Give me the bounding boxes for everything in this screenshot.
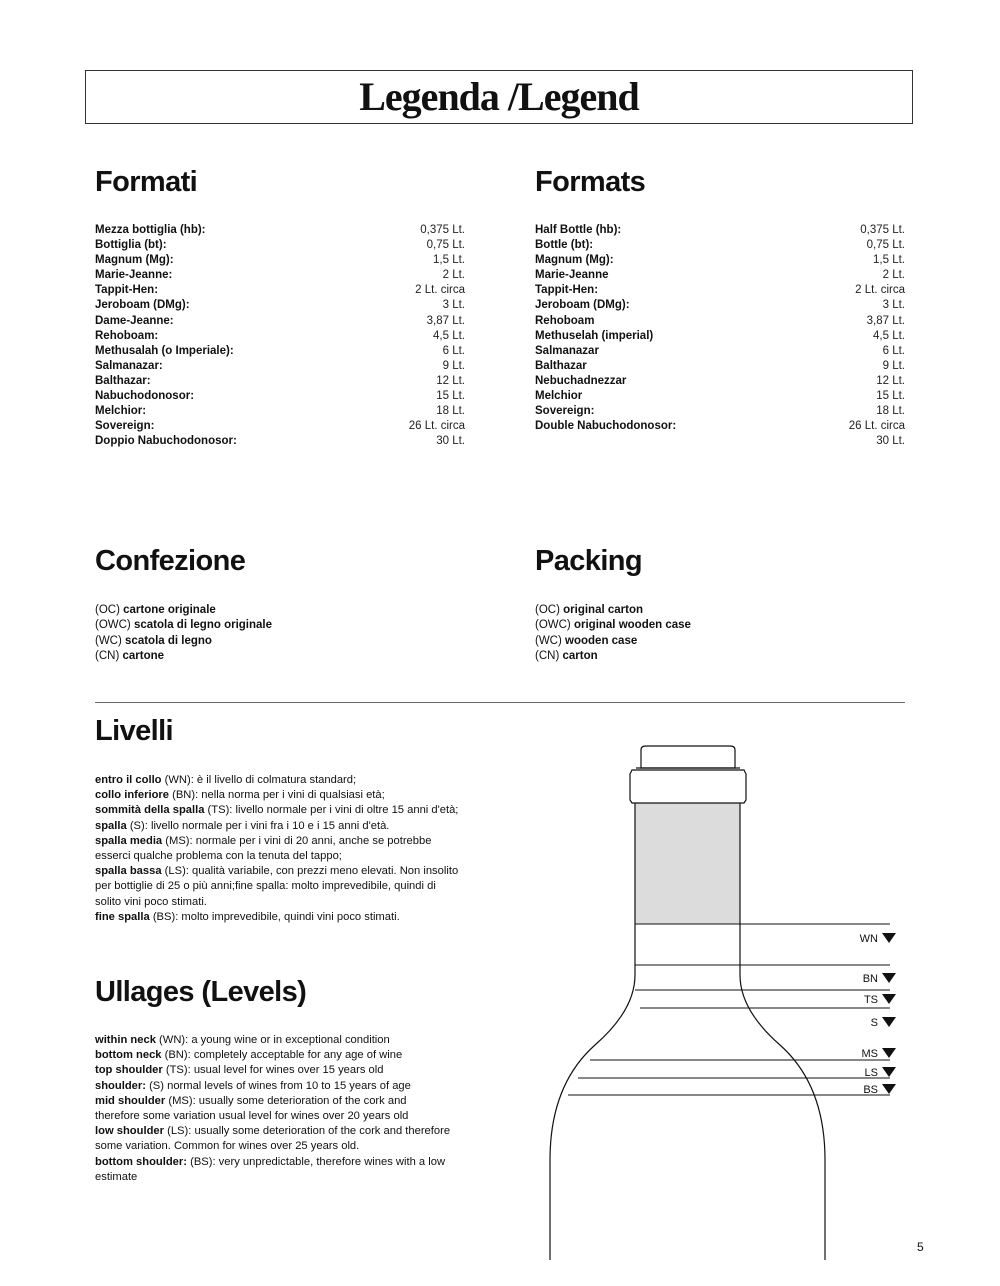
formati-format-volume: 2 Lt. <box>442 269 465 282</box>
livelli-line <box>95 788 475 803</box>
packing-code: (OC) <box>535 604 560 616</box>
formati-row <box>95 253 465 268</box>
formats-row <box>535 404 905 419</box>
formats-row <box>535 344 905 359</box>
formati-row <box>95 298 465 313</box>
confezione-description: cartone originale <box>123 604 216 616</box>
formats-row <box>535 419 905 434</box>
level-marker-ts-icon <box>882 994 896 1004</box>
formati-row <box>95 268 465 283</box>
formats-row <box>535 253 905 268</box>
livelli-definition: (BN): nella norma per i vini di qualsiasi età; <box>168 789 385 802</box>
ullages-definition: (WN): a young wine or in exceptional condition <box>155 1034 390 1046</box>
formats-row <box>535 359 905 374</box>
formats-format-volume: 0,75 Lt. <box>866 239 905 252</box>
ullages-definition: (S) normal levels of wines from 10 to 15 years of age <box>145 1079 411 1092</box>
formati-format-volume: 30 Lt. <box>436 435 465 448</box>
livelli-heading: Livelli <box>95 715 173 747</box>
formati-format-volume: 2 Lt. circa <box>415 284 465 297</box>
livelli-line <box>95 834 475 849</box>
formati-row <box>95 344 465 359</box>
formats-row <box>535 238 905 253</box>
confezione-item <box>95 603 272 618</box>
confezione-item <box>95 618 272 633</box>
livelli-term: entro il collo <box>95 774 162 786</box>
level-label-bs: BS <box>863 1084 878 1096</box>
livelli-term: spalla bassa <box>95 865 162 878</box>
packing-description: wooden case <box>565 634 638 647</box>
formats-format-name: Melchior <box>535 390 583 403</box>
formats-format-volume: 3,87 Lt. <box>866 314 905 327</box>
formati-format-name: Nabuchodonosor: <box>95 390 195 403</box>
livelli-line <box>95 864 475 879</box>
formats-format-volume: 2 Lt. circa <box>855 284 905 297</box>
formati-format-name: Rehoboam: <box>95 329 159 342</box>
confezione-description: cartone <box>122 649 165 662</box>
formati-format-volume: 6 Lt. <box>442 344 465 357</box>
formati-row <box>95 329 465 344</box>
livelli-line <box>95 803 475 818</box>
formats-format-volume: 15 Lt. <box>876 390 905 403</box>
wine-bottle-level-diagram <box>540 740 910 1260</box>
level-marker-bs-icon <box>882 1084 896 1094</box>
formati-format-name: Balthazar: <box>95 374 151 387</box>
livelli-definition: (MS): normale per i vini di 20 anni, anche se potrebbe <box>162 834 432 847</box>
ullages-term: bottom neck <box>95 1049 162 1062</box>
livelli-line <box>95 910 475 925</box>
livelli-definition: (S): livello normale per i vini fra i 10 e i 15 anni d'età. <box>126 819 390 832</box>
livelli-definition: (WN): è il livello di colmatura standard; <box>161 774 357 786</box>
formati-row <box>95 404 465 419</box>
formats-format-volume: 30 Lt. <box>876 435 905 448</box>
formats-row <box>535 314 905 329</box>
ullages-line <box>95 1109 475 1124</box>
livelli-term: collo inferiore <box>95 789 169 802</box>
formats-format-volume: 2 Lt. <box>882 269 905 282</box>
formati-format-volume: 12 Lt. <box>436 374 465 387</box>
page-title: Legenda /Legend <box>359 74 639 119</box>
level-marker-s-icon <box>882 1017 896 1027</box>
livelli-line <box>95 895 475 910</box>
formati-row <box>95 359 465 374</box>
level-lines <box>568 924 896 1096</box>
formati-row <box>95 283 465 298</box>
level-label-bn: BN <box>862 973 878 985</box>
formats-row <box>535 389 905 404</box>
ullages-term: shoulder: <box>95 1079 146 1092</box>
formati-format-name: Methusalah (o Imperiale): <box>95 344 234 357</box>
livelli-line <box>95 849 475 864</box>
bottle-lip <box>630 770 746 803</box>
ullages-line <box>95 1079 475 1094</box>
packing-item <box>535 649 691 664</box>
formats-format-name: Sovereign: <box>535 405 595 418</box>
formats-format-volume: 0,375 Lt. <box>860 224 905 236</box>
level-marker-ls-icon <box>882 1067 896 1077</box>
formati-row <box>95 434 465 449</box>
ullages-definition: (LS): usually some deterioration of the cork and therefore <box>164 1125 451 1138</box>
ullages-heading: Ullages (Levels) <box>95 976 307 1008</box>
page-number: 5 <box>917 1240 924 1254</box>
formats-format-volume: 1,5 Lt. <box>873 254 905 267</box>
formati-row <box>95 419 465 434</box>
livelli-definition: solito vini poco stimati. <box>95 895 207 908</box>
formats-format-name: Jeroboam (DMg): <box>535 299 630 312</box>
bottle-fill-area <box>635 803 740 924</box>
formats-format-name: Rehoboam <box>535 314 595 327</box>
formats-format-name: Balthazar <box>535 359 587 372</box>
formats-row <box>535 298 905 313</box>
livelli-line <box>95 819 475 834</box>
ullages-definition: (BN): completely acceptable for any age of wine <box>161 1049 403 1062</box>
confezione-description: scatola di legno originale <box>133 619 272 632</box>
confezione-item <box>95 649 272 664</box>
livelli-definition: (BS): molto imprevedibile, quindi vini poco stimati. <box>149 910 400 923</box>
formati-format-name: Tappit-Hen: <box>95 284 159 297</box>
formats-row <box>535 329 905 344</box>
livelli-term: spalla media <box>95 834 163 847</box>
confezione-description: scatola di legno <box>125 634 212 647</box>
formats-format-name: Half Bottle (hb): <box>535 224 622 236</box>
formati-format-name: Bottiglia (bt): <box>95 239 167 252</box>
livelli-term: spalla <box>95 819 127 832</box>
ullages-definition: some variation. Common for wines over 25 years old. <box>95 1140 360 1153</box>
ullages-definition: (TS): usual level for wines over 15 years old <box>162 1064 384 1077</box>
level-marker-ms-icon <box>882 1048 896 1058</box>
packing-code: (OWC) <box>535 619 571 632</box>
formats-row <box>535 283 905 298</box>
formati-format-name: Marie-Jeanne: <box>95 269 173 282</box>
formati-format-volume: 3,87 Lt. <box>426 314 465 327</box>
formats-format-name: Methuselah (imperial) <box>535 329 654 342</box>
formati-row <box>95 223 465 238</box>
confezione-code: (OC) <box>95 604 120 616</box>
ullages-line <box>95 1033 475 1048</box>
confezione-item <box>95 634 272 649</box>
packing-code: (CN) <box>535 649 560 662</box>
ullages-term: bottom shoulder: <box>95 1155 187 1168</box>
formats-format-name: Nebuchadnezzar <box>535 374 627 387</box>
formati-format-volume: 4,5 Lt. <box>433 329 465 342</box>
livelli-line <box>95 879 475 894</box>
confezione-code: (WC) <box>95 634 122 647</box>
formats-format-volume: 4,5 Lt. <box>873 329 905 342</box>
ullages-list <box>95 1033 475 1185</box>
ullages-line <box>95 1170 475 1185</box>
section-divider <box>95 702 905 703</box>
formats-format-volume: 26 Lt. circa <box>848 420 905 433</box>
formats-format-name: Double Nabuchodonosor: <box>535 420 677 433</box>
livelli-term: fine spalla <box>95 910 150 923</box>
formati-format-name: Mezza bottiglia (hb): <box>95 224 206 236</box>
formati-heading: Formati <box>95 166 198 198</box>
formati-format-name: Jeroboam (DMg): <box>95 299 190 312</box>
packing-code: (WC) <box>535 634 562 647</box>
formats-list <box>535 223 905 449</box>
formati-format-name: Sovereign: <box>95 420 155 433</box>
formats-heading: Formats <box>535 166 646 198</box>
formats-format-volume: 18 Lt. <box>876 405 905 418</box>
bottle-left-outline <box>550 803 635 1260</box>
formati-row <box>95 389 465 404</box>
confezione-list <box>95 603 272 664</box>
formati-format-volume: 15 Lt. <box>436 390 465 403</box>
livelli-list <box>95 773 475 925</box>
formati-format-name: Dame-Jeanne: <box>95 314 174 327</box>
ullages-term: mid shoulder <box>95 1094 166 1107</box>
ullages-definition: therefore some variation usual level for wines over 20 years old <box>95 1110 409 1123</box>
ullages-definition: estimate <box>95 1170 138 1183</box>
formats-format-volume: 6 Lt. <box>882 344 905 357</box>
ullages-line <box>95 1094 475 1109</box>
level-label-wn: WN <box>859 933 878 945</box>
level-marker-wn-icon <box>882 933 896 943</box>
legend-title-box <box>85 70 913 124</box>
ullages-term: low shoulder <box>95 1125 164 1138</box>
ullages-term: top shoulder <box>95 1064 163 1077</box>
formati-format-volume: 0,75 Lt. <box>426 239 465 252</box>
formati-row <box>95 238 465 253</box>
bottle-cap <box>641 746 735 768</box>
formats-format-name: Bottle (bt): <box>535 239 594 252</box>
packing-heading: Packing <box>535 545 643 577</box>
formati-row <box>95 374 465 389</box>
livelli-definition: esserci qualche problema con la tenuta del tappo; <box>95 850 342 863</box>
formats-format-name: Magnum (Mg): <box>535 254 614 267</box>
formats-format-volume: 3 Lt. <box>882 299 905 312</box>
packing-description: original wooden case <box>573 619 691 632</box>
formati-format-name: Melchior: <box>95 405 147 418</box>
confezione-code: (CN) <box>95 649 120 662</box>
level-label-ms: MS <box>861 1048 878 1060</box>
formati-list <box>95 223 465 449</box>
ullages-line <box>95 1139 475 1154</box>
livelli-definition: (TS): livello normale per i vini di oltre 15 anni d'età; <box>204 804 459 817</box>
formati-format-volume: 3 Lt. <box>442 299 465 312</box>
formati-format-volume: 0,375 Lt. <box>420 224 465 236</box>
livelli-term: sommità della spalla <box>95 804 205 817</box>
formats-row <box>535 434 905 449</box>
formati-format-name: Salmanazar: <box>95 359 163 372</box>
formati-format-volume: 26 Lt. circa <box>408 420 465 433</box>
level-label-ls: LS <box>864 1067 878 1079</box>
ullages-definition: (BS): very unpredictable, therefore wines with a low <box>186 1155 446 1168</box>
level-marker-bn-icon <box>882 973 896 983</box>
formats-format-name: Tappit-Hen: <box>535 284 599 297</box>
level-label-ts: TS <box>863 994 878 1006</box>
formats-row <box>535 223 905 238</box>
formati-format-volume: 9 Lt. <box>442 359 465 372</box>
packing-item <box>535 634 691 649</box>
formats-row <box>535 268 905 283</box>
ullages-line <box>95 1063 475 1078</box>
formats-format-name: Salmanazar <box>535 344 599 357</box>
ullages-line <box>95 1124 475 1139</box>
formats-format-name: Marie-Jeanne <box>535 269 609 282</box>
packing-item <box>535 618 691 633</box>
formati-format-name: Doppio Nabuchodonosor: <box>95 435 237 448</box>
confezione-code: (OWC) <box>95 619 131 632</box>
formati-format-volume: 18 Lt. <box>436 405 465 418</box>
ullages-term: within neck <box>95 1034 156 1046</box>
formati-row <box>95 314 465 329</box>
bottle-right-outline <box>740 803 825 1260</box>
ullages-line <box>95 1048 475 1063</box>
livelli-definition: per bottiglie di 25 o più anni;fine spalla: molto imprevedibile, quindi di <box>95 880 436 893</box>
formati-format-name: Magnum (Mg): <box>95 254 174 267</box>
confezione-heading: Confezione <box>95 545 246 577</box>
level-label-s: S <box>870 1017 878 1029</box>
formats-format-volume: 9 Lt. <box>882 359 905 372</box>
livelli-definition: (LS): qualità variabile, con prezzi meno elevati. Non insolito <box>161 865 459 878</box>
packing-list <box>535 603 691 664</box>
formats-row <box>535 374 905 389</box>
packing-item <box>535 603 691 618</box>
ullages-definition: (MS): usually some deterioration of the cork and <box>165 1094 407 1107</box>
packing-description: original carton <box>563 604 643 616</box>
packing-description: carton <box>562 649 598 662</box>
livelli-line <box>95 773 475 788</box>
ullages-line <box>95 1155 475 1170</box>
formats-format-volume: 12 Lt. <box>876 374 905 387</box>
formati-format-volume: 1,5 Lt. <box>433 254 465 267</box>
